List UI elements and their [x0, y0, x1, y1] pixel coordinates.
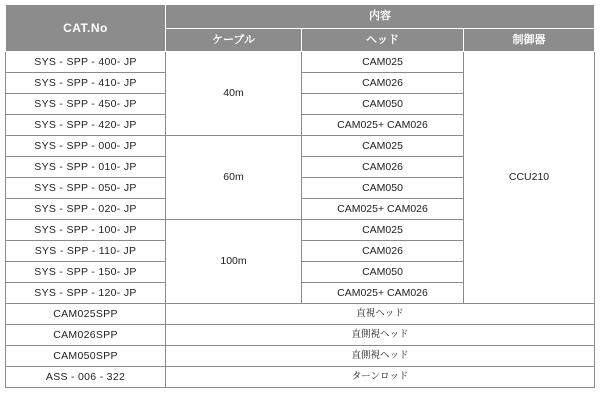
header-contents: 内容 [166, 5, 595, 29]
head-cell: CAM025 [302, 52, 464, 73]
head-cell: CAM026 [302, 157, 464, 178]
cat-no-cell: SYS - SPP - 000- JP [6, 136, 166, 157]
cat-no-cell: SYS - SPP - 050- JP [6, 178, 166, 199]
cat-no-cell: SYS - SPP - 450- JP [6, 94, 166, 115]
head-cell: CAM025+ CAM026 [302, 199, 464, 220]
accessory-cat-no-cell: ASS - 006 - 322 [6, 367, 166, 388]
accessory-cat-no-cell: CAM050SPP [6, 346, 166, 367]
table-row [6, 52, 595, 73]
cable-length-cell: 60m [166, 136, 302, 220]
header-cat-no: CAT.No [6, 5, 166, 52]
cat-no-cell: SYS - SPP - 100- JP [6, 220, 166, 241]
accessory-cat-no-cell: CAM026SPP [6, 325, 166, 346]
head-cell: CAM025+ CAM026 [302, 115, 464, 136]
head-cell: CAM050 [302, 178, 464, 199]
head-cell: CAM050 [302, 262, 464, 283]
cat-no-cell: SYS - SPP - 150- JP [6, 262, 166, 283]
cat-no-cell: SYS - SPP - 110- JP [6, 241, 166, 262]
head-cell: CAM026 [302, 241, 464, 262]
cat-no-cell: SYS - SPP - 020- JP [6, 199, 166, 220]
accessory-desc-cell: 直視ヘッド [166, 304, 595, 325]
accessory-cat-no-cell: CAM025SPP [6, 304, 166, 325]
cat-no-cell: SYS - SPP - 400- JP [6, 52, 166, 73]
product-table-container [5, 4, 595, 388]
controller-cell: CCU210 [464, 52, 595, 304]
header-cable: ケーブル [166, 29, 302, 52]
cat-no-cell: SYS - SPP - 420- JP [6, 115, 166, 136]
head-cell: CAM025+ CAM026 [302, 283, 464, 304]
product-table [5, 4, 595, 388]
cat-no-cell: SYS - SPP - 410- JP [6, 73, 166, 94]
cat-no-cell: SYS - SPP - 010- JP [6, 157, 166, 178]
accessory-desc-cell: 直側視ヘッド [166, 346, 595, 367]
header-head: ヘッド [302, 29, 464, 52]
table-row [6, 304, 595, 325]
head-cell: CAM026 [302, 73, 464, 94]
accessory-desc-cell: ターンロッド [166, 367, 595, 388]
table-row [6, 325, 595, 346]
accessory-desc-cell: 直側視ヘッド [166, 325, 595, 346]
head-cell: CAM050 [302, 94, 464, 115]
table-row [6, 367, 595, 388]
cable-length-cell: 40m [166, 52, 302, 136]
head-cell: CAM025 [302, 136, 464, 157]
table-row [6, 346, 595, 367]
head-cell: CAM025 [302, 220, 464, 241]
cable-length-cell: 100m [166, 220, 302, 304]
header-controller: 制御器 [464, 29, 595, 52]
cat-no-cell: SYS - SPP - 120- JP [6, 283, 166, 304]
